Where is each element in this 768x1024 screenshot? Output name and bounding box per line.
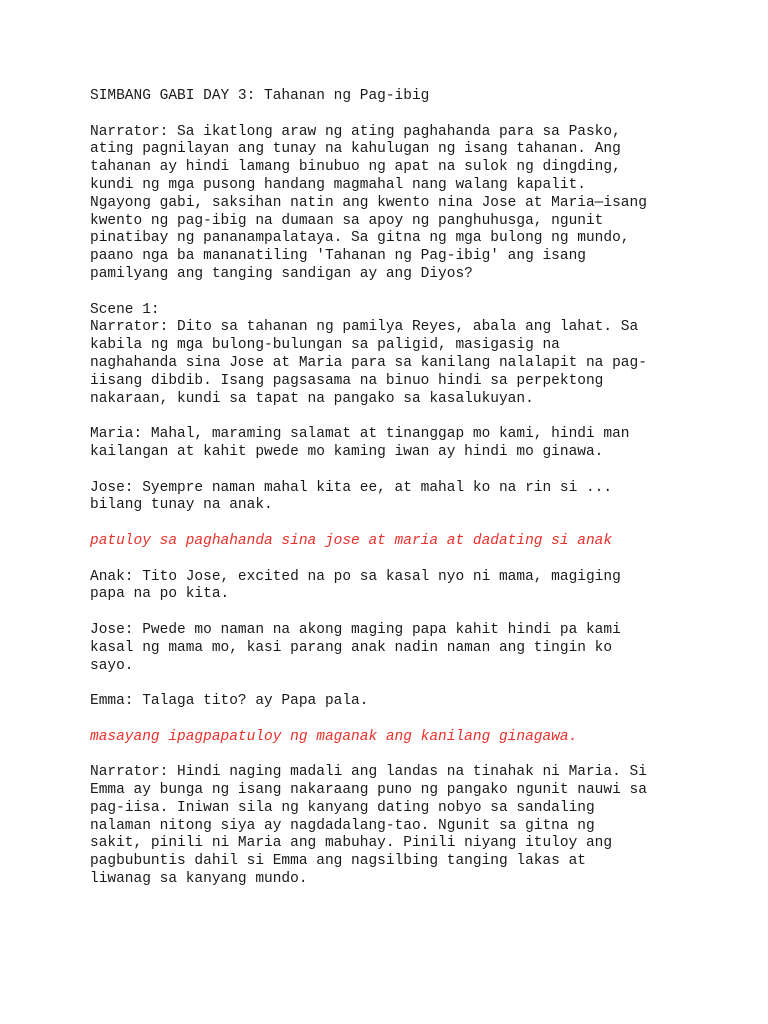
text-line: Ngayong gabi, saksihan natin ang kwento nina Jose at Maria—isang xyxy=(90,194,647,211)
script-page xyxy=(90,88,690,907)
text-line: kasal ng mama mo, kasi parang anak nadin naman ang tingin ko xyxy=(90,639,613,656)
dialogue-paragraph xyxy=(90,569,690,605)
dialogue-paragraph xyxy=(90,622,690,675)
text-line: pamilyang ang tanging sandigan ay ang Diyos? xyxy=(90,265,473,282)
text-line: Maria: Mahal, maraming salamat at tinanggap mo kami, hindi man xyxy=(90,426,630,443)
text-line: Anak: Tito Jose, excited na po sa kasal nyo ni mama, magiging xyxy=(90,568,621,585)
text-line: bilang tunay na anak. xyxy=(90,497,273,514)
text-line: patuloy sa paghahanda sina jose at maria at dadating si anak xyxy=(90,532,613,549)
text-line: iisang dibdib. Isang pagsasama na binuo hindi sa perpektong xyxy=(90,372,604,389)
text-line: Jose: Pwede mo naman na akong maging papa kahit hindi pa kami xyxy=(90,621,621,638)
document-title-block xyxy=(90,88,690,106)
text-line: nakaraan, kundi sa tapat na pangako sa kasalukuyan. xyxy=(90,390,534,407)
dialogue-paragraph xyxy=(90,302,690,409)
text-line: Narrator: Dito sa tahanan ng pamilya Reyes, abala ang lahat. Sa xyxy=(90,319,639,336)
text-line: kundi ng mga pusong handang magmahal nang walang kapalit. xyxy=(90,176,586,193)
text-line: Narrator: Sa ikatlong araw ng ating paghahanda para sa Pasko, xyxy=(90,123,621,140)
dialogue-paragraph xyxy=(90,480,690,516)
text-line: pagbubuntis dahil si Emma ang nagsilbing tanging lakas at xyxy=(90,853,586,870)
script-body xyxy=(90,124,690,889)
dialogue-paragraph xyxy=(90,124,690,284)
text-line: sayo. xyxy=(90,657,134,674)
text-line: kailangan at kahit pwede mo kaming iwan ay hindi mo ginawa. xyxy=(90,443,604,460)
text-line: Jose: Syempre naman mahal kita ee, at mahal ko na rin si ... xyxy=(90,479,613,496)
dialogue-paragraph xyxy=(90,426,690,462)
text-line: kabila ng mga bulong-bulungan sa paligid, masigasig na xyxy=(90,337,560,354)
text-line: Scene 1: xyxy=(90,301,160,318)
text-line: nalaman nitong siya ay nagdadalang-tao. Ngunit sa gitna ng xyxy=(90,817,595,834)
text-line: ating pagnilayan ang tunay na kahulugan ng isang tahanan. Ang xyxy=(90,141,621,158)
text-line: pag-iisa. Iniwan sila ng kanyang dating nobyo sa sandaling xyxy=(90,799,595,816)
text-line: sakit, pinili ni Maria ang mabuhay. Pinili niyang ituloy ang xyxy=(90,835,613,852)
text-line: naghahanda sina Jose at Maria para sa kanilang nalalapit na pag- xyxy=(90,354,647,371)
text-line: Emma ay bunga ng isang nakaraang puno ng pangako ngunit nauwi sa xyxy=(90,782,647,799)
dialogue-paragraph xyxy=(90,693,690,711)
text-line: kwento ng pag-ibig na dumaan sa apoy ng panghuhusga, ngunit xyxy=(90,212,604,229)
text-line: Emma: Talaga tito? ay Papa pala. xyxy=(90,693,369,710)
stage-direction xyxy=(90,729,690,747)
text-line: tahanan ay hindi lamang binubuo ng apat na sulok ng dingding, xyxy=(90,159,621,176)
text-line: paano nga ba mananatiling 'Tahanan ng Pag-ibig' ang isang xyxy=(90,248,586,265)
text-line: Narrator: Hindi naging madali ang landas na tinahak ni Maria. Si xyxy=(90,764,647,781)
text-line: papa na po kita. xyxy=(90,586,230,603)
text-line: pinatibay ng pananampalataya. Sa gitna ng mga bulong ng mundo, xyxy=(90,230,630,247)
text-line: masayang ipagpapatuloy ng maganak ang kanilang ginagawa. xyxy=(90,728,578,745)
dialogue-paragraph xyxy=(90,764,690,889)
text-line: liwanag sa kanyang mundo. xyxy=(90,871,308,888)
stage-direction xyxy=(90,533,690,551)
document-title: SIMBANG GABI DAY 3: Tahanan ng Pag-ibig xyxy=(90,88,430,104)
